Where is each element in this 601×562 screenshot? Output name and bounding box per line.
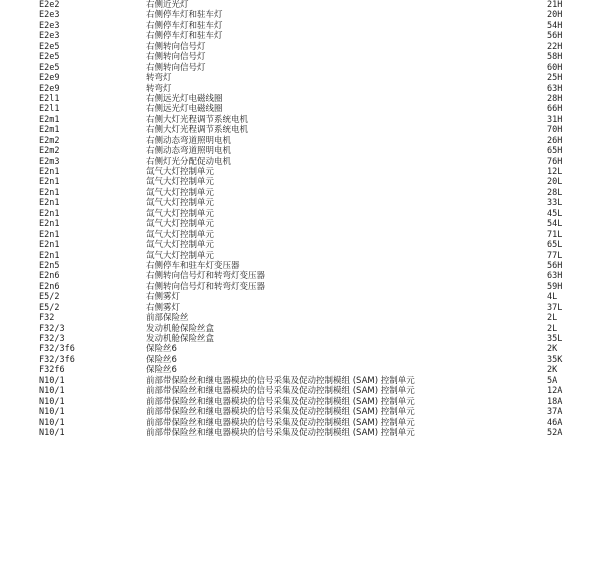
component-code: E2n5 xyxy=(39,260,60,271)
pin-location: 65H xyxy=(547,146,563,157)
component-description: 氙气大灯控制单元 xyxy=(146,198,215,209)
component-description: 前部带保险丝和继电器模块的信号采集及促动控制模组 (SAM) 控制单元 xyxy=(146,386,415,397)
pin-location: 5A xyxy=(547,375,558,386)
pin-location: 2K xyxy=(547,365,558,376)
table-row xyxy=(0,104,601,114)
pin-location: 63H xyxy=(547,271,563,282)
pin-location: 20H xyxy=(547,10,563,21)
component-code: E5/2 xyxy=(39,302,60,313)
table-row xyxy=(0,313,601,323)
component-code: F32f6 xyxy=(39,365,65,376)
component-description: 氙气大灯控制单元 xyxy=(146,208,215,219)
component-description: 右侧雾灯 xyxy=(146,292,181,303)
pin-location: 2K xyxy=(547,344,558,355)
component-code: N10/1 xyxy=(39,427,65,438)
table-row xyxy=(0,261,601,271)
pin-location: 63H xyxy=(547,83,563,94)
pin-location: 66H xyxy=(547,104,563,115)
component-description: 右侧停车和驻车灯变压器 xyxy=(146,260,240,271)
pin-location: 77L xyxy=(547,250,563,261)
component-description: 右侧大灯光程调节系统电机 xyxy=(146,125,249,136)
table-row xyxy=(0,146,601,156)
pin-location: 70H xyxy=(547,125,563,136)
table-row xyxy=(0,136,601,146)
table-row xyxy=(0,177,601,187)
pin-location: 37L xyxy=(547,302,563,313)
pin-location: 56H xyxy=(547,260,563,271)
component-description: 氙气大灯控制单元 xyxy=(146,187,215,198)
table-row xyxy=(0,376,601,386)
component-code: E2e9 xyxy=(39,73,60,84)
component-code: E2m2 xyxy=(39,135,60,146)
table-row xyxy=(0,21,601,31)
table-row xyxy=(0,115,601,125)
table-row xyxy=(0,365,601,375)
pin-location: 2L xyxy=(547,313,558,324)
pin-location: 37A xyxy=(547,407,563,418)
component-description: 右侧远光灯电磁线圈 xyxy=(146,93,223,104)
component-code: E2n1 xyxy=(39,250,60,261)
table-row xyxy=(0,73,601,83)
component-code: E2e5 xyxy=(39,52,60,63)
pin-location: 60H xyxy=(547,62,563,73)
table-row xyxy=(0,355,601,365)
table-row xyxy=(0,292,601,302)
table-row xyxy=(0,219,601,229)
table-row xyxy=(0,324,601,334)
pin-location: 35L xyxy=(547,334,563,344)
table-row xyxy=(0,125,601,135)
component-description: 右侧停车灯和驻车灯 xyxy=(146,31,223,42)
pin-location: 26H xyxy=(547,135,563,146)
pin-location: 46A xyxy=(547,417,563,428)
component-description: 右侧动态弯道照明电机 xyxy=(146,135,232,146)
component-description: 右侧转向信号灯和转弯灯变压器 xyxy=(146,271,266,282)
component-code: E2e3 xyxy=(39,10,60,21)
component-code: E2n6 xyxy=(39,271,60,282)
component-code: E2e3 xyxy=(39,20,60,31)
pin-location: 54L xyxy=(547,219,563,230)
pin-location: 56H xyxy=(547,31,563,42)
component-description: 发动机舱保险丝盒 xyxy=(146,334,215,344)
table-row xyxy=(0,0,601,10)
component-code: N10/1 xyxy=(39,386,65,397)
component-description: 前部带保险丝和继电器模块的信号采集及促动控制模组 (SAM) 控制单元 xyxy=(146,407,415,418)
table-row xyxy=(0,344,601,354)
table-row xyxy=(0,209,601,219)
component-description: 氙气大灯控制单元 xyxy=(146,250,215,261)
component-code: E2e2 xyxy=(39,0,60,10)
component-description: 右侧停车灯和驻车灯 xyxy=(146,20,223,31)
component-code: E2n1 xyxy=(39,240,60,251)
table-row xyxy=(0,230,601,240)
component-code: E2l1 xyxy=(39,93,60,104)
component-code: E2m1 xyxy=(39,125,60,136)
component-code: E2m3 xyxy=(39,156,60,167)
component-code: F32 xyxy=(39,313,55,324)
component-code: E2n1 xyxy=(39,167,60,177)
component-description: 保险丝6 xyxy=(146,354,177,365)
table-row xyxy=(0,42,601,52)
component-code: E2n1 xyxy=(39,177,60,188)
component-code: N10/1 xyxy=(39,417,65,428)
pin-location: 22H xyxy=(547,41,563,52)
component-description: 右侧动态弯道照明电机 xyxy=(146,146,232,157)
component-code: E2e3 xyxy=(39,31,60,42)
pin-location: 52A xyxy=(547,427,563,438)
pin-location: 4L xyxy=(547,292,558,303)
pin-location: 28H xyxy=(547,93,563,104)
component-code: E2n1 xyxy=(39,219,60,230)
pin-location: 65L xyxy=(547,240,563,251)
component-code: E2e5 xyxy=(39,41,60,52)
component-description: 前部带保险丝和继电器模块的信号采集及促动控制模组 (SAM) 控制单元 xyxy=(146,375,415,386)
component-description: 右侧转向信号灯 xyxy=(146,62,206,73)
table-row xyxy=(0,397,601,407)
component-description: 右侧雾灯 xyxy=(146,302,181,313)
pin-location: 54H xyxy=(547,20,563,31)
pin-location: 25H xyxy=(547,73,563,84)
component-code: E2m1 xyxy=(39,114,60,125)
table-row xyxy=(0,303,601,313)
pin-location: 45L xyxy=(547,208,563,219)
component-description: 保险丝6 xyxy=(146,365,177,376)
component-code: E5/2 xyxy=(39,292,60,303)
component-description: 氙气大灯控制单元 xyxy=(146,167,215,177)
pin-location: 59H xyxy=(547,281,563,292)
component-code: E2n1 xyxy=(39,208,60,219)
pin-location: 58H xyxy=(547,52,563,63)
pin-location: 33L xyxy=(547,198,563,209)
component-code: E2e5 xyxy=(39,62,60,73)
component-description: 发动机舱保险丝盒 xyxy=(146,323,215,334)
component-description: 右侧远光灯电磁线圈 xyxy=(146,104,223,115)
component-description: 氙气大灯控制单元 xyxy=(146,177,215,188)
table-row xyxy=(0,251,601,261)
component-description: 右侧停车灯和驻车灯 xyxy=(146,10,223,21)
table-row xyxy=(0,386,601,396)
component-code: E2n1 xyxy=(39,187,60,198)
component-code: F32/3f6 xyxy=(39,354,75,365)
component-description: 右侧转向信号灯和转弯灯变压器 xyxy=(146,281,266,292)
component-description: 转弯灯 xyxy=(146,83,172,94)
pin-location: 20L xyxy=(547,177,563,188)
component-code: E2m2 xyxy=(39,146,60,157)
table-row xyxy=(0,271,601,281)
component-description: 氙气大灯控制单元 xyxy=(146,219,215,230)
table-row xyxy=(0,198,601,208)
table-row xyxy=(0,63,601,73)
component-code: F32/3 xyxy=(39,334,65,344)
component-description: 前部带保险丝和继电器模块的信号采集及促动控制模组 (SAM) 控制单元 xyxy=(146,427,415,438)
component-code: N10/1 xyxy=(39,396,65,407)
table-row xyxy=(0,418,601,428)
pin-location: 2L xyxy=(547,323,558,334)
component-description: 右侧灯光分配促动电机 xyxy=(146,156,232,167)
table-row xyxy=(0,188,601,198)
table-row xyxy=(0,31,601,41)
pin-location: 21H xyxy=(547,0,563,10)
component-code: E2l1 xyxy=(39,104,60,115)
component-code: E2e9 xyxy=(39,83,60,94)
component-code: N10/1 xyxy=(39,375,65,386)
table-row xyxy=(0,157,601,167)
table-row xyxy=(0,282,601,292)
component-code: F32/3 xyxy=(39,323,65,334)
component-description: 前部带保险丝和继电器模块的信号采集及促动控制模组 (SAM) 控制单元 xyxy=(146,396,415,407)
component-description: 右侧转向信号灯 xyxy=(146,41,206,52)
component-description: 保险丝6 xyxy=(146,344,177,355)
table-row xyxy=(0,10,601,20)
component-description: 氙气大灯控制单元 xyxy=(146,240,215,251)
pin-location: 76H xyxy=(547,156,563,167)
pin-location: 31H xyxy=(547,114,563,125)
table-row xyxy=(0,334,601,344)
component-code: E2n1 xyxy=(39,198,60,209)
pin-location: 12L xyxy=(547,167,563,177)
component-code: E2n6 xyxy=(39,281,60,292)
component-description: 右侧转向信号灯 xyxy=(146,52,206,63)
component-code: E2n1 xyxy=(39,229,60,240)
pin-location: 28L xyxy=(547,187,563,198)
pin-location: 12A xyxy=(547,386,563,397)
table-row xyxy=(0,167,601,177)
component-code: F32/3f6 xyxy=(39,344,75,355)
pin-location: 71L xyxy=(547,229,563,240)
table-row xyxy=(0,407,601,417)
table-row xyxy=(0,52,601,62)
component-code: N10/1 xyxy=(39,407,65,418)
component-description: 前部带保险丝和继电器模块的信号采集及促动控制模组 (SAM) 控制单元 xyxy=(146,417,415,428)
pin-location: 35K xyxy=(547,354,563,365)
component-description: 右侧大灯光程调节系统电机 xyxy=(146,114,249,125)
component-description: 氙气大灯控制单元 xyxy=(146,229,215,240)
component-description: 转弯灯 xyxy=(146,73,172,84)
table-row xyxy=(0,94,601,104)
table-row xyxy=(0,84,601,94)
pin-location: 18A xyxy=(547,396,563,407)
table-row xyxy=(0,240,601,250)
component-description: 前部保险丝 xyxy=(146,313,189,324)
component-description: 右侧近光灯 xyxy=(146,0,189,10)
table-row xyxy=(0,428,601,438)
